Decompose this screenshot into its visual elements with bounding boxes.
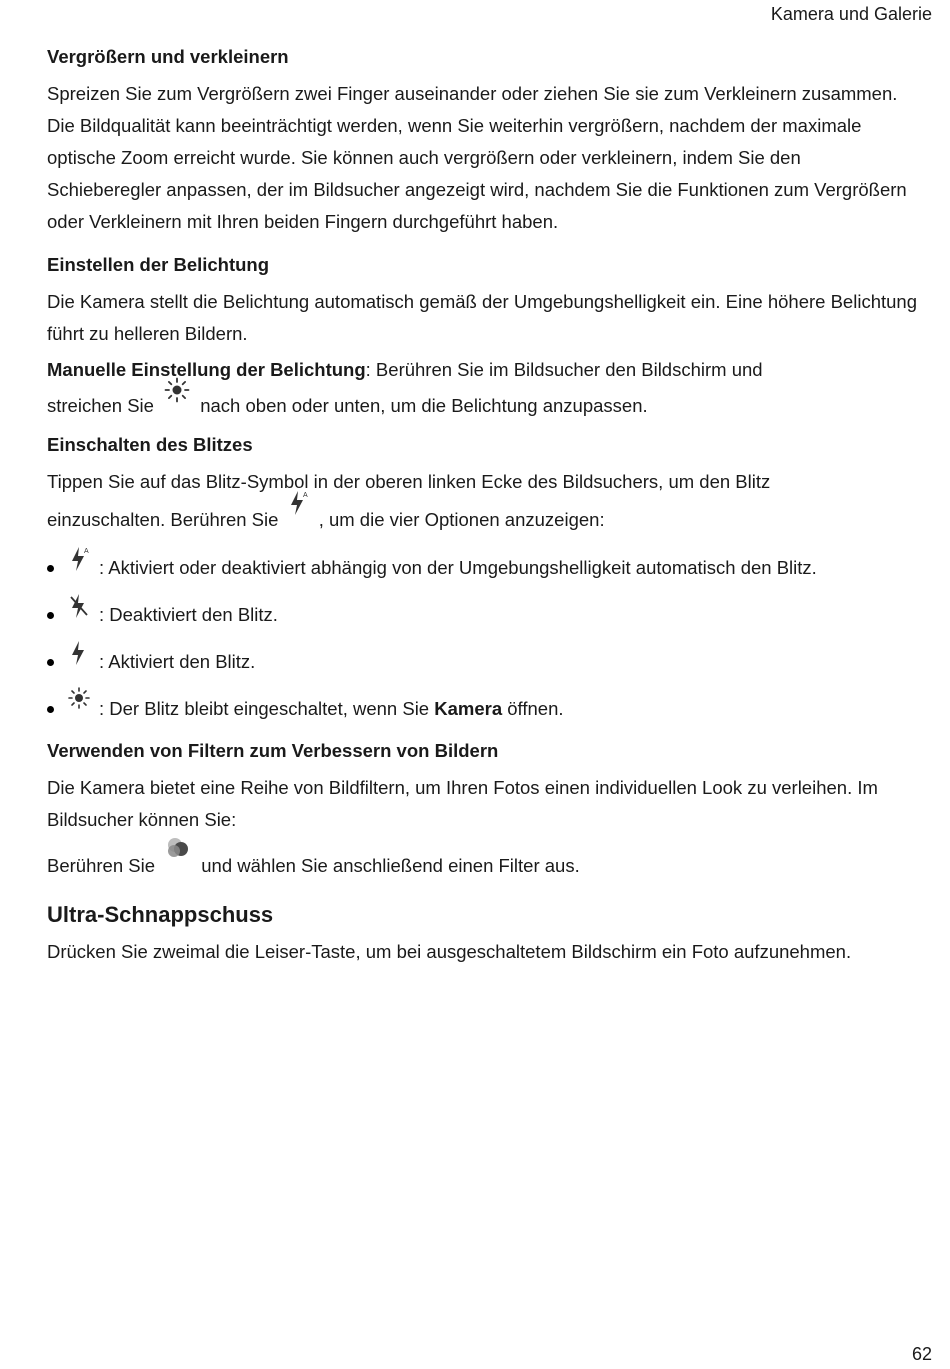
ultra-body: Drücken Sie zweimal die Leiser-Taste, um bei ausgeschaltetem Bildschirm ein Foto aufzunehmen. <box>47 941 852 962</box>
flash-body-2: einzuschalten. Berühren Sie <box>47 509 279 530</box>
list-item <box>47 591 917 638</box>
filters-action <box>47 844 917 886</box>
exposure-manual-line-2 <box>47 386 917 426</box>
exposure-manual-text-3: nach oben oder unten, um die Belichtung anzupassen. <box>200 395 648 416</box>
flash-on-icon <box>67 638 93 668</box>
page-content <box>47 44 917 968</box>
list-item <box>47 544 917 591</box>
flash-option-torch-text-1: : Der Blitz bleibt eingeschaltet, wenn Sie <box>99 698 435 719</box>
flash-body-3: , um die vier Optionen anzuzeigen: <box>318 509 605 530</box>
exposure-body: Die Kamera stellt die Belichtung automatisch gemäß der Umgebungshelligkeit ein. Eine höhere Belichtung führt zu helleren Bildern. <box>47 291 917 344</box>
flash-option-torch-text-2: öffnen. <box>502 698 564 719</box>
section-title-ultra: Ultra-Schnappschuss <box>47 902 274 927</box>
exposure-manual-text-1: : Berühren Sie im Bildsucher den Bildschirm und <box>365 359 763 380</box>
flash-body-1: Tippen Sie auf das Blitz-Symbol in der oberen linken Ecke des Bildsuchers, um den Blitz <box>47 471 771 492</box>
exposure-manual-label: Manuelle Einstellung der Belichtung <box>47 359 366 380</box>
sun-icon <box>159 386 195 414</box>
flash-option-on-text: : Aktiviert den Blitz. <box>99 651 256 672</box>
flash-option-torch-bold: Kamera <box>434 698 503 719</box>
bullet-dot <box>47 706 54 713</box>
flash-off-icon <box>67 591 93 621</box>
page-number: 62 <box>911 1344 932 1364</box>
flash-option-off-text: : Deaktiviert den Blitz. <box>99 604 278 625</box>
flash-auto-icon <box>67 544 93 574</box>
section-title-exposure: Einstellen der Belichtung <box>47 254 270 275</box>
filters-action-2: und wählen Sie anschließend einen Filter aus. <box>201 855 580 876</box>
flash-torch-icon <box>67 685 93 715</box>
page-header: Kamera und Galerie <box>770 4 932 24</box>
filters-body: Die Kamera bietet eine Reihe von Bildfiltern, um Ihren Fotos einen individuellen Look zu verleihen. Im Bildsucher können Sie: <box>47 777 878 830</box>
flash-body-line-2 <box>47 492 917 540</box>
svg-text:A: A <box>84 548 89 555</box>
filters-action-1: Berühren Sie <box>47 855 155 876</box>
bullet-dot <box>47 565 54 572</box>
list-item <box>47 638 917 685</box>
filter-icon <box>160 844 196 872</box>
list-item <box>47 685 917 732</box>
flash-option-auto-text: : Aktiviert oder deaktiviert abhängig von der Umgebungshelligkeit automatisch den Blitz. <box>99 557 817 578</box>
section-title-flash: Einschalten des Blitzes <box>47 434 253 455</box>
section-title-zoom: Vergrößern und verkleinern <box>47 46 289 67</box>
svg-text:A: A <box>302 492 308 499</box>
zoom-body: Spreizen Sie zum Vergrößern zwei Finger auseinander oder ziehen Sie sie zum Verkleinern zusammen. Die Bildqualität kann beeinträchtigt werden, wenn Sie weiterhin vergrößern, nachdem der maximale optische Zoom erreicht wurde. Sie können auch vergrößern oder verkleinern, indem Sie den Schieberegler anpassen, der im Bildsucher angezeigt wird, nachdem Sie die Funktionen zum Vergrößern oder Verkleinern mit Ihren beiden Fingern durchgeführt haben. <box>47 83 907 232</box>
flash-options-list <box>47 544 917 732</box>
bullet-dot <box>47 612 54 619</box>
flash-auto-icon <box>284 492 314 526</box>
bullet-dot <box>47 659 54 666</box>
section-title-filters: Verwenden von Filtern zum Verbessern von Bildern <box>47 740 499 761</box>
exposure-manual-text-2: streichen Sie <box>47 395 154 416</box>
